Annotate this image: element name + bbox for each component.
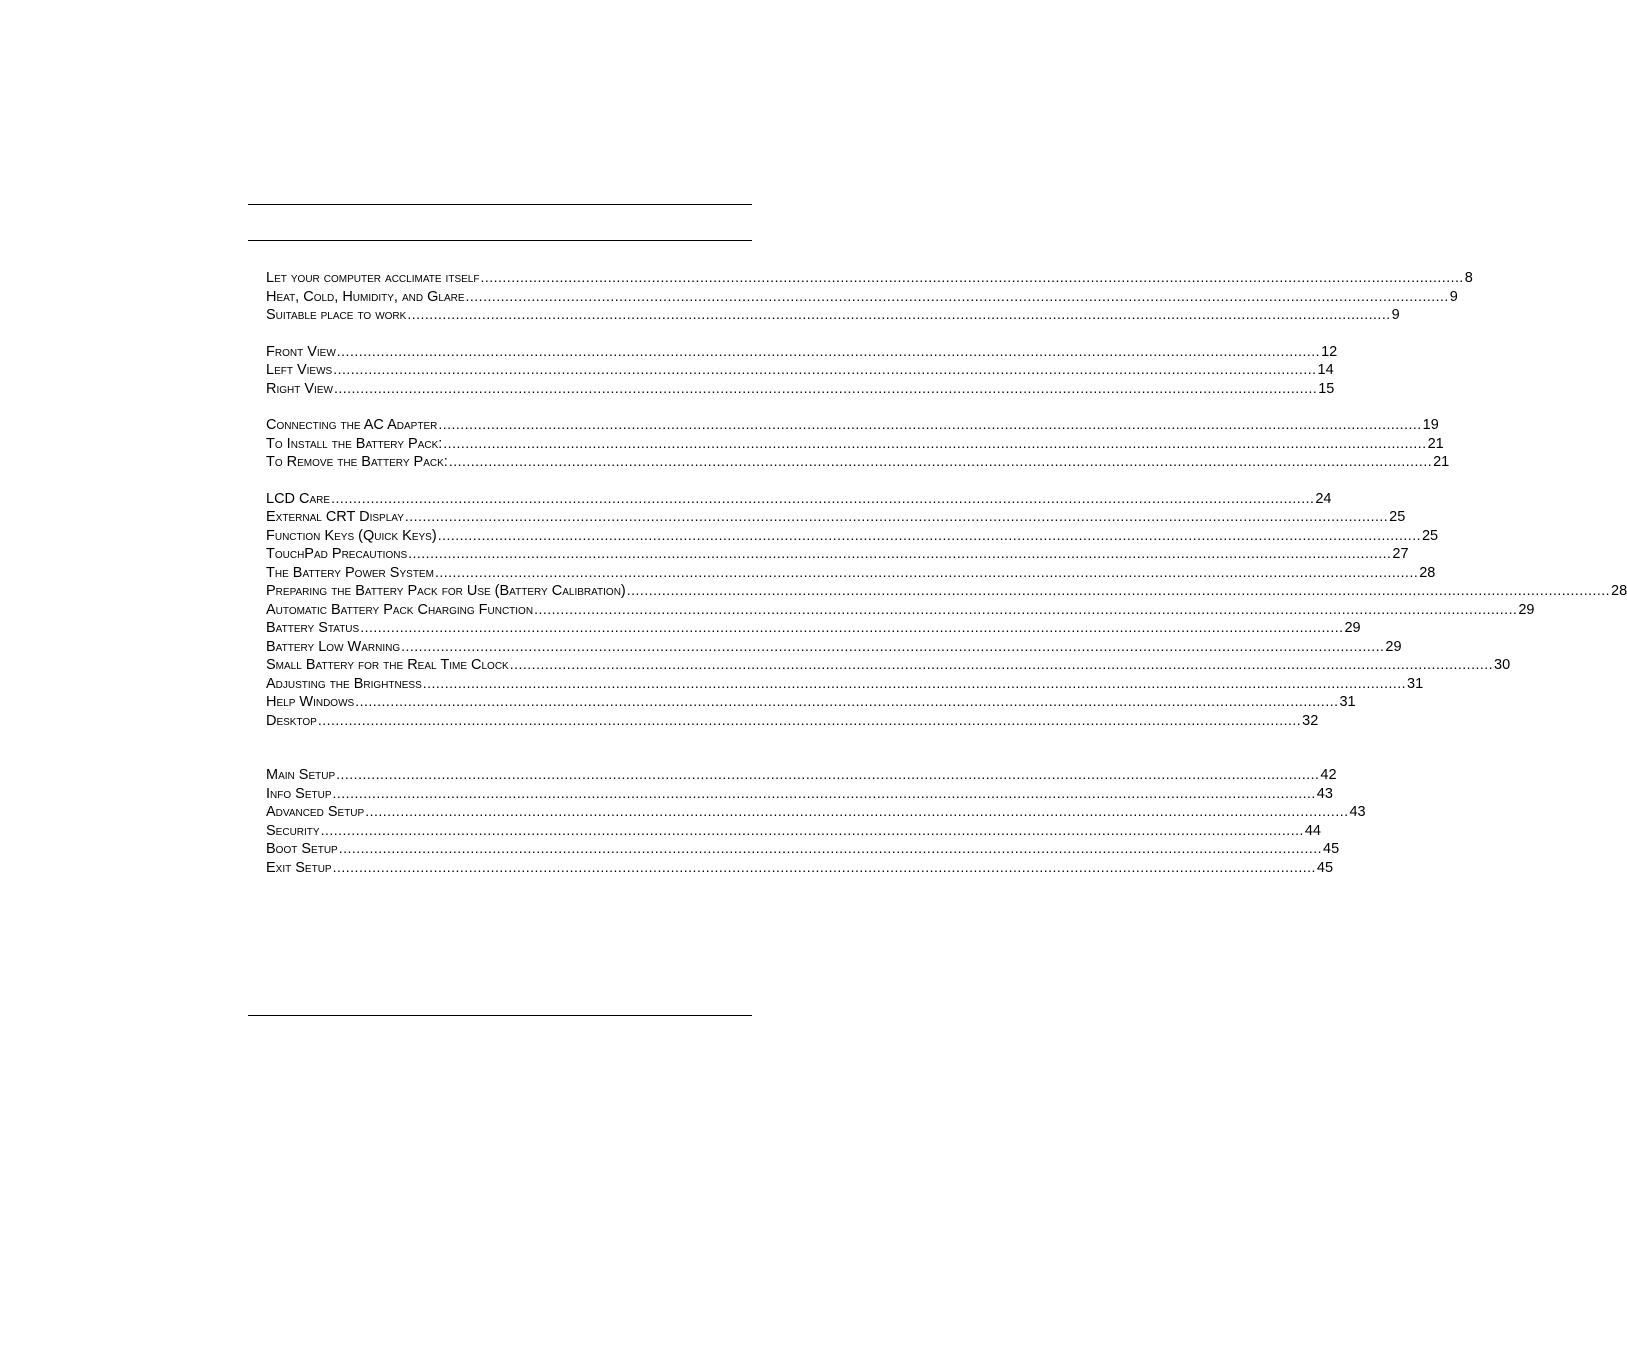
toc-entry-title: Security [266, 822, 320, 839]
toc-entry-page: 45 [1323, 841, 1340, 857]
toc-entry-page: 32 [1302, 712, 1319, 729]
dot-leader [443, 434, 1426, 454]
toc-entry-page: 14 [1317, 362, 1334, 378]
dot-leader [534, 600, 1517, 620]
toc-entry[interactable] [266, 711, 1319, 730]
dot-leader [438, 526, 1421, 546]
top-rule [248, 204, 752, 205]
toc-entry-title: To Remove the Battery Pack: [266, 454, 448, 470]
toc-entry-page: 25 [1421, 527, 1439, 544]
toc-group-2 [266, 342, 1338, 398]
toc-entry[interactable] [266, 563, 1436, 582]
toc-entry-title: Right View [266, 380, 333, 397]
dot-leader [401, 637, 1384, 657]
dot-leader [423, 674, 1406, 694]
toc-entry-title: Advanced Setup [266, 804, 365, 820]
dot-leader [405, 507, 1388, 527]
toc-entry-title: Front View [266, 343, 336, 360]
toc-entry-title: Exit Setup [266, 859, 332, 876]
footer-rule [248, 1015, 752, 1016]
toc-entry-title: Preparing the Battery Pack for Use (Battery Calibration) [266, 583, 626, 599]
table-of-contents [266, 268, 1627, 876]
dot-leader [449, 452, 1432, 472]
toc-entry-page: 29 [1385, 638, 1402, 655]
dot-leader [438, 415, 1421, 435]
toc-entry[interactable] [266, 360, 1334, 379]
dot-leader [333, 784, 1316, 804]
toc-entry[interactable] [266, 342, 1338, 361]
toc-entry-title: Heat, Cold, Humidity, and Glare [266, 288, 465, 305]
toc-entry-page: 44 [1304, 822, 1321, 839]
toc-entry-page: 21 [1427, 435, 1444, 452]
toc-entry-page: 42 [1320, 767, 1337, 783]
toc-entry-page: 21 [1433, 454, 1450, 470]
toc-entry[interactable] [266, 489, 1332, 508]
toc-entry-page: 28 [1611, 583, 1627, 599]
toc-entry-page: 43 [1316, 785, 1333, 802]
dot-leader [333, 858, 1316, 878]
toc-entry-title: Left Views [266, 362, 333, 378]
toc-entry[interactable] [266, 655, 1511, 674]
toc-entry[interactable] [266, 600, 1535, 619]
toc-entry-title: External CRT Display [266, 509, 404, 525]
toc-entry-page: 27 [1392, 546, 1409, 562]
dot-leader [355, 692, 1338, 712]
toc-entry-page: 12 [1321, 343, 1338, 360]
toc-entry[interactable] [266, 765, 1337, 784]
dot-leader [365, 802, 1348, 822]
toc-entry-title: Adjusting the Brightness [266, 675, 422, 692]
toc-entry[interactable] [266, 434, 1444, 453]
toc-entry-page: 9 [1449, 288, 1458, 305]
toc-entry-page: 8 [1464, 270, 1473, 286]
toc-entry[interactable] [266, 637, 1402, 656]
toc-entry-page: 29 [1518, 601, 1535, 618]
toc-group-1 [266, 268, 1473, 324]
dot-leader [627, 581, 1610, 601]
dot-leader [337, 342, 1320, 362]
toc-entry-page: 30 [1494, 657, 1511, 673]
toc-entry-title: Suitable place to work [266, 307, 407, 323]
toc-entry[interactable] [266, 618, 1361, 637]
toc-entry-title: Desktop [266, 712, 317, 729]
toc-entry[interactable] [266, 379, 1335, 398]
toc-entry-page: 31 [1407, 675, 1424, 692]
toc-entry[interactable] [266, 452, 1450, 471]
toc-entry-title: Main Setup [266, 767, 336, 783]
toc-entry-page: 24 [1315, 490, 1332, 507]
toc-entry-title: Battery Low Warning [266, 638, 401, 655]
toc-entry-title: The Battery Power System [266, 564, 434, 581]
toc-group-4 [266, 489, 1627, 730]
toc-entry[interactable] [266, 268, 1473, 287]
toc-group-5 [266, 765, 1366, 876]
toc-entry[interactable] [266, 526, 1439, 545]
toc-entry[interactable] [266, 839, 1340, 858]
toc-entry-title: Function Keys (Quick Keys) [266, 527, 437, 544]
toc-entry-title: Small Battery for the Real Time Clock [266, 657, 509, 673]
toc-entry-title: Help Windows [266, 694, 355, 710]
dot-leader [407, 305, 1390, 325]
toc-entry[interactable] [266, 287, 1458, 306]
toc-entry-page: 45 [1316, 859, 1334, 876]
dot-leader [333, 360, 1316, 380]
toc-entry[interactable] [266, 692, 1356, 711]
toc-entry-title: LCD Care [266, 490, 331, 507]
toc-entry-title: TouchPad Precautions [266, 546, 408, 562]
toc-entry[interactable] [266, 544, 1409, 563]
toc-entry-page: 9 [1391, 307, 1400, 323]
dot-leader [466, 287, 1449, 307]
toc-entry[interactable] [266, 415, 1439, 434]
dot-leader [318, 711, 1301, 731]
toc-entry[interactable] [266, 802, 1366, 821]
dot-leader [334, 379, 1317, 399]
dot-leader [321, 821, 1304, 841]
toc-entry[interactable] [266, 821, 1321, 840]
toc-entry-title: To Install the Battery Pack: [266, 435, 443, 452]
toc-entry-page: 15 [1318, 380, 1335, 397]
toc-entry[interactable] [266, 581, 1627, 600]
toc-group-3 [266, 415, 1450, 471]
toc-entry-page: 43 [1349, 804, 1366, 820]
dot-leader [435, 563, 1418, 583]
toc-entry-page: 29 [1344, 620, 1361, 636]
toc-entry-page: 31 [1339, 694, 1356, 710]
header-rule [248, 240, 752, 241]
dot-leader [510, 655, 1493, 675]
dot-leader [360, 618, 1343, 638]
toc-entry-title: Connecting the AC Adapter [266, 417, 438, 433]
toc-entry-title: Info Setup [266, 785, 332, 802]
toc-entry[interactable] [266, 858, 1334, 877]
dot-leader [480, 268, 1463, 288]
dot-leader [331, 489, 1314, 509]
dot-leader [339, 839, 1322, 859]
toc-entry-title: Automatic Battery Pack Charging Function [266, 601, 534, 618]
toc-entry-title: Battery Status [266, 620, 360, 636]
toc-entry[interactable] [266, 674, 1424, 693]
toc-entry[interactable] [266, 305, 1400, 324]
toc-entry[interactable] [266, 784, 1333, 803]
toc-entry-title: Boot Setup [266, 841, 338, 857]
toc-entry-page: 28 [1419, 564, 1436, 581]
toc-entry-page: 19 [1422, 417, 1439, 433]
toc-entry[interactable] [266, 507, 1406, 526]
dot-leader [408, 544, 1391, 564]
toc-entry-page: 25 [1389, 509, 1406, 525]
toc-entry-title: Let your computer acclimate itself [266, 270, 480, 286]
dot-leader [336, 765, 1319, 785]
